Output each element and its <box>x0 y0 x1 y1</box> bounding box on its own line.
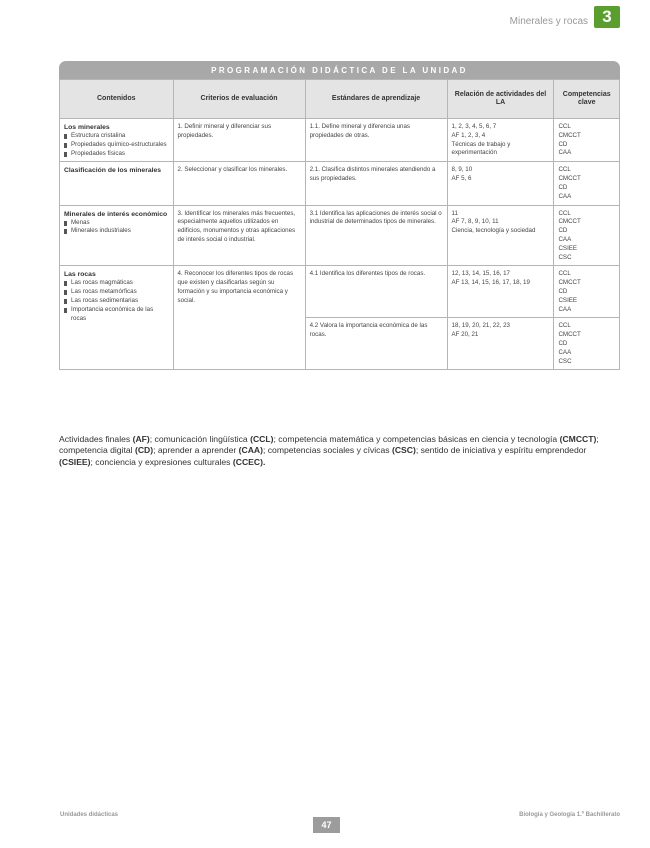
activities-cell <box>447 205 554 266</box>
page-number: 47 <box>313 817 340 833</box>
standard-cell: 4.1 Identifica los diferentes tipos de rocas. <box>305 266 447 318</box>
footer-left: Unidades didácticas <box>60 812 119 818</box>
competency-code: CD <box>558 183 568 191</box>
competency-code: CAA <box>558 192 572 200</box>
column-header: Estándares de aprendizaje <box>305 80 447 119</box>
competencies-cell <box>554 318 620 370</box>
column-header: Relación de actividades del LA <box>447 80 554 119</box>
standard-cell: 2.1. Clasifica distintos minerales atendiendo a sus propiedades. <box>305 162 447 205</box>
competency-code: CD <box>558 339 568 347</box>
table-row <box>60 205 620 266</box>
content-title: Minerales de interés económico <box>64 210 168 218</box>
programming-grid <box>59 79 620 370</box>
content-bullet-item: Minerales industriales <box>64 227 169 236</box>
competency-code: CCL <box>558 209 571 217</box>
content-title: Las rocas <box>64 271 96 279</box>
competency-code: CCL <box>558 123 571 130</box>
standard-cell: 3.1 Identifica las aplicaciones de interés social o industrial de determinados tipos de minerales. <box>305 205 447 266</box>
criteria-cell: 2. Seleccionar y clasificar los minerales. <box>173 162 305 205</box>
legend-abbreviation: (CCEC). <box>232 456 266 467</box>
content-title: Los minerales <box>64 124 110 131</box>
activity-line: 8, 9, 10 <box>451 166 473 174</box>
competency-code: CD <box>558 227 568 235</box>
content-bullet-item: Propiedades químico-estructurales <box>64 141 169 150</box>
activities-cell <box>447 119 554 162</box>
competency-code: CAA <box>558 235 572 243</box>
activity-line: 12, 13, 14, 15, 16, 17 <box>451 270 510 278</box>
legend-text: ; competencia digital <box>59 434 599 456</box>
activity-line: 11 <box>451 209 458 217</box>
legend-abbreviation: (CSC) <box>391 445 416 456</box>
column-header: Contenidos <box>60 80 174 119</box>
table-body <box>60 119 620 370</box>
content-title: Clasificación de los minerales <box>64 167 162 175</box>
criteria-cell: 3. Identificar los minerales más frecuentes, especialmente aquellos utilizados en edificios, monumentos y otras aplicaciones de interés social o industrial. <box>173 205 305 266</box>
contents-cell <box>60 205 174 266</box>
footer-right: Biología y Geología 1.º Bachillerato <box>519 812 620 818</box>
competency-code: CCL <box>558 270 571 278</box>
legend-text: ; sentido de iniciativa y espíritu emprendedor <box>415 445 587 456</box>
abbreviations-legend <box>59 434 621 468</box>
table-header-row <box>60 80 620 119</box>
table-banner: PROGRAMACIÓN DIDÁCTICA DE LA UNIDAD <box>59 61 620 79</box>
legend-text: ; competencia matemática y competencias básicas en ciencia y tecnología <box>273 434 560 444</box>
competency-code: CSIEE <box>558 244 578 252</box>
content-bullet-item: Las rocas metamórficas <box>64 288 169 297</box>
legend-abbreviation: (CMCCT) <box>559 434 597 444</box>
content-bullet-item: Las rocas sedimentarias <box>64 297 169 306</box>
competency-code: CMCCT <box>558 331 581 339</box>
legend-text: ; conciencia y expresiones culturales <box>90 456 233 467</box>
legend-abbreviation: (CAA) <box>238 445 263 456</box>
activity-line: AF 20, 21 <box>451 331 479 339</box>
criteria-cell: 4. Reconocer los diferentes tipos de rocas que existen y clasificarlas según su formación y su importancia económica y social. <box>173 266 305 370</box>
activity-line: AF 5, 6 <box>451 175 472 183</box>
competency-code: CAA <box>558 149 572 157</box>
standard-cell: 1.1. Define mineral y diferencia unas propiedades de otras. <box>305 119 447 162</box>
legend-abbreviation: (CCL) <box>250 434 274 444</box>
competency-code: CAA <box>558 348 572 356</box>
legend-text: ; aprender a aprender <box>153 445 239 456</box>
contents-cell <box>60 119 174 162</box>
activity-line: AF 13, 14, 15, 16, 17, 18, 19 <box>451 279 530 287</box>
column-header: Competencias clave <box>554 80 620 119</box>
legend-text: ; competencias sociales y cívicas <box>262 445 392 456</box>
legend-text: Actividades finales <box>59 434 133 444</box>
competency-code: CD <box>558 140 568 148</box>
header-section-title: Minerales y rocas <box>509 16 588 27</box>
competency-code: CMCCT <box>558 218 581 226</box>
content-bullet-item: Las rocas magmáticas <box>64 279 169 288</box>
activity-line: Técnicas de trabajo y experimentación <box>451 140 511 157</box>
table-row <box>60 162 620 205</box>
legend-abbreviation: (CSIEE) <box>59 456 91 467</box>
content-bullet-item: Estructura cristalina <box>64 132 169 141</box>
criteria-cell: 1. Definir mineral y diferenciar sus propiedades. <box>173 119 305 162</box>
competency-code: CMCCT <box>558 279 581 287</box>
competencies-cell <box>554 162 620 205</box>
activities-cell <box>447 266 554 318</box>
legend-text: ; comunicación lingüística <box>149 434 251 444</box>
competency-code: CD <box>558 287 568 295</box>
competencies-cell <box>554 266 620 318</box>
competencies-cell <box>554 205 620 266</box>
legend-abbreviation: (AF) <box>132 434 150 444</box>
activities-cell <box>447 318 554 370</box>
content-bullet-item: Propiedades físicas <box>64 150 169 159</box>
competencies-cell <box>554 119 620 162</box>
competency-code: CCL <box>558 322 571 330</box>
legend-abbreviation: (CD) <box>134 445 154 456</box>
activity-line: Ciencia, tecnología y sociedad <box>451 227 536 235</box>
activity-line: AF 1, 2, 3, 4 <box>451 131 486 139</box>
content-bullet-item: Menas <box>64 219 169 228</box>
unit-number-badge: 3 <box>594 6 620 28</box>
competency-code: CCL <box>558 166 571 174</box>
content-bullet-item: Importancia económica de las rocas <box>64 306 169 324</box>
competency-code: CAA <box>558 305 572 313</box>
activities-cell <box>447 162 554 205</box>
table-row <box>60 266 620 318</box>
contents-cell <box>60 266 174 370</box>
competency-code: CSC <box>558 357 572 365</box>
competency-code: CMCCT <box>558 175 581 183</box>
competency-code: CSIEE <box>558 296 578 304</box>
competency-code: CMCCT <box>558 131 581 139</box>
activity-line: 18, 19, 20, 21, 22, 23 <box>451 322 510 330</box>
activity-line: 1, 2, 3, 4, 5, 6, 7 <box>451 123 497 130</box>
contents-cell <box>60 162 174 205</box>
column-header: Criterios de evaluación <box>173 80 305 119</box>
programming-table <box>59 61 620 370</box>
standard-cell: 4.2 Valora la importancia económica de las rocas. <box>305 318 447 370</box>
activity-line: AF 7, 8, 9, 10, 11 <box>451 218 499 226</box>
competency-code: CSC <box>558 253 572 261</box>
table-row <box>60 119 620 162</box>
